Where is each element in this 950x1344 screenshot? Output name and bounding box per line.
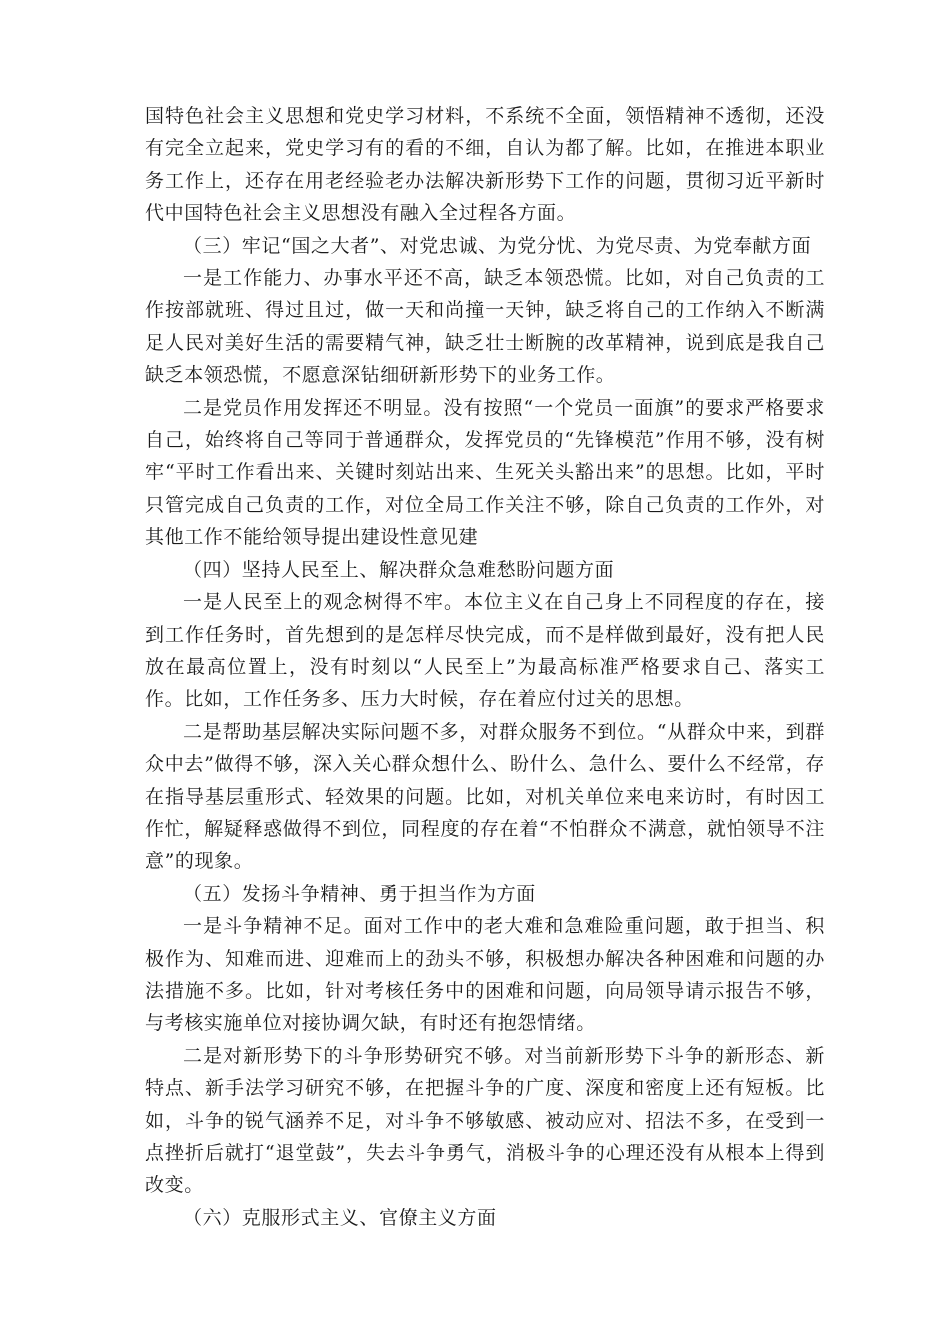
section-heading-3: （三）牢记“国之大者”、对党忠诚、为党分忧、为党尽责、为党奉献方面 — [183, 234, 812, 257]
document-body — [145, 100, 825, 1234]
paragraph: 二是对新形势下的斗争形势研究不够。对当前新形势下斗争的新形态、新特点、新手法学习研究不够，在把握斗争的广度、深度和密度上还有短板。比如，斗争的锐气涵养不足，对斗争不够敏感、被动应对、招法不多，在受到一点挫折后就打“退堂鼓”，失去斗争勇气，消极斗争的心理还没有从根本上得到改变。 — [145, 1044, 825, 1197]
section-heading-5: （五）发扬斗争精神、勇于担当作为方面 — [183, 882, 536, 905]
section-heading-6: （六）克服形式主义、官僚主义方面 — [183, 1206, 497, 1229]
paragraph: 一是工作能力、办事水平还不高，缺乏本领恐慌。比如，对自己负责的工作按部就班、得过且过，做一天和尚撞一天钟，缺乏将自己的工作纳入不断满足人民对美好生活的需要精气神，缺乏壮士断腕的改革精神，说到底是我自己缺乏本领恐慌，不愿意深钻细研新形势下的业务工作。 — [145, 267, 825, 387]
paragraph: 二是党员作用发挥还不明显。没有按照“一个党员一面旗”的要求严格要求自己，始终将自己等同于普通群众，发挥党员的“先锋模范”作用不够，没有树牢“平时工作看出来、关键时刻站出来、生死关头豁出来”的思想。比如，平时只管完成自己负责的工作，对位全局工作关注不够，除自己负责的工作外，对其他工作不能给领导提出建设性意见建 — [145, 396, 825, 549]
paragraph-continued: 国特色社会主义思想和党史学习材料，不系统不全面，领悟精神不透彻，还没有完全立起来，党史学习有的看的不细，自认为都了解。比如，在推进本职业务工作上，还存在用老经验老办法解决新形势下工作的问题，贯彻习近平新时代中国特色社会主义思想没有融入全过程各方面。 — [145, 105, 825, 225]
paragraph: 一是斗争精神不足。面对工作中的老大难和急难险重问题，敢于担当、积极作为、知难而进、迎难而上的劲头不够，积极想办解决各种困难和问题的办法措施不多。比如，针对考核任务中的困难和问题，向局领导请示报告不够，与考核实施单位对接协调欠缺，有时还有抱怨情绪。 — [145, 915, 825, 1035]
paragraph: 二是帮助基层解决实际问题不多，对群众服务不到位。“从群众中来，到群众中去”做得不够，深入关心群众想什么、盼什么、急什么、要什么不经常，存在指导基层重形式、轻效果的问题。比如，对机关单位来电来访时，有时因工作忙，解疑释惑做得不到位，同程度的存在着“不怕群众不满意，就怕领导不注意”的现象。 — [145, 720, 825, 873]
paragraph: 一是人民至上的观念树得不牢。本位主义在自己身上不同程度的存在，接到工作任务时，首先想到的是怎样尽快完成，而不是样做到最好，没有把人民放在最高位置上，没有时刻以“人民至上”为最高标准严格要求自己、落实工作。比如，工作任务多、压力大时候，存在着应付过关的思想。 — [145, 591, 825, 711]
section-heading-4: （四）坚持人民至上、解决群众急难愁盼问题方面 — [183, 558, 615, 581]
